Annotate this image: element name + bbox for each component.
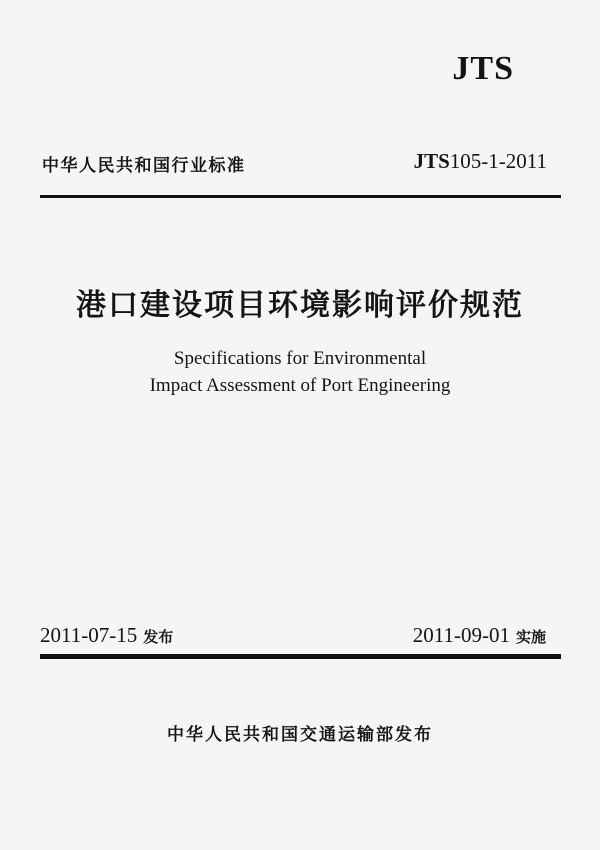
standard-category: 中华人民共和国行业标准 [42,156,246,176]
title-chinese: 港口建设项目环境影响评价规范 [76,288,524,323]
standard-number-value: 105-1-2011 [449,149,547,173]
issue-label: 发布 [143,628,174,646]
bottom-divider [40,654,561,659]
standard-abbreviation: JTS [452,50,514,87]
effective-date-block [413,623,546,648]
title-english-line-2: Impact Assessment of Port Engineering [149,375,451,396]
title-english-line-1: Specifications for Environmental [173,348,427,369]
top-divider [40,195,561,198]
effective-label: 实施 [515,628,546,646]
standard-number [414,149,547,174]
publisher: 中华人民共和国交通运输部发布 [167,725,433,745]
title-english [0,345,600,399]
effective-date: 2011-09-01 [412,623,510,647]
issue-date-block [40,623,173,648]
standard-number-prefix: JTS [413,149,450,173]
issue-date: 2011-07-15 [40,623,138,647]
